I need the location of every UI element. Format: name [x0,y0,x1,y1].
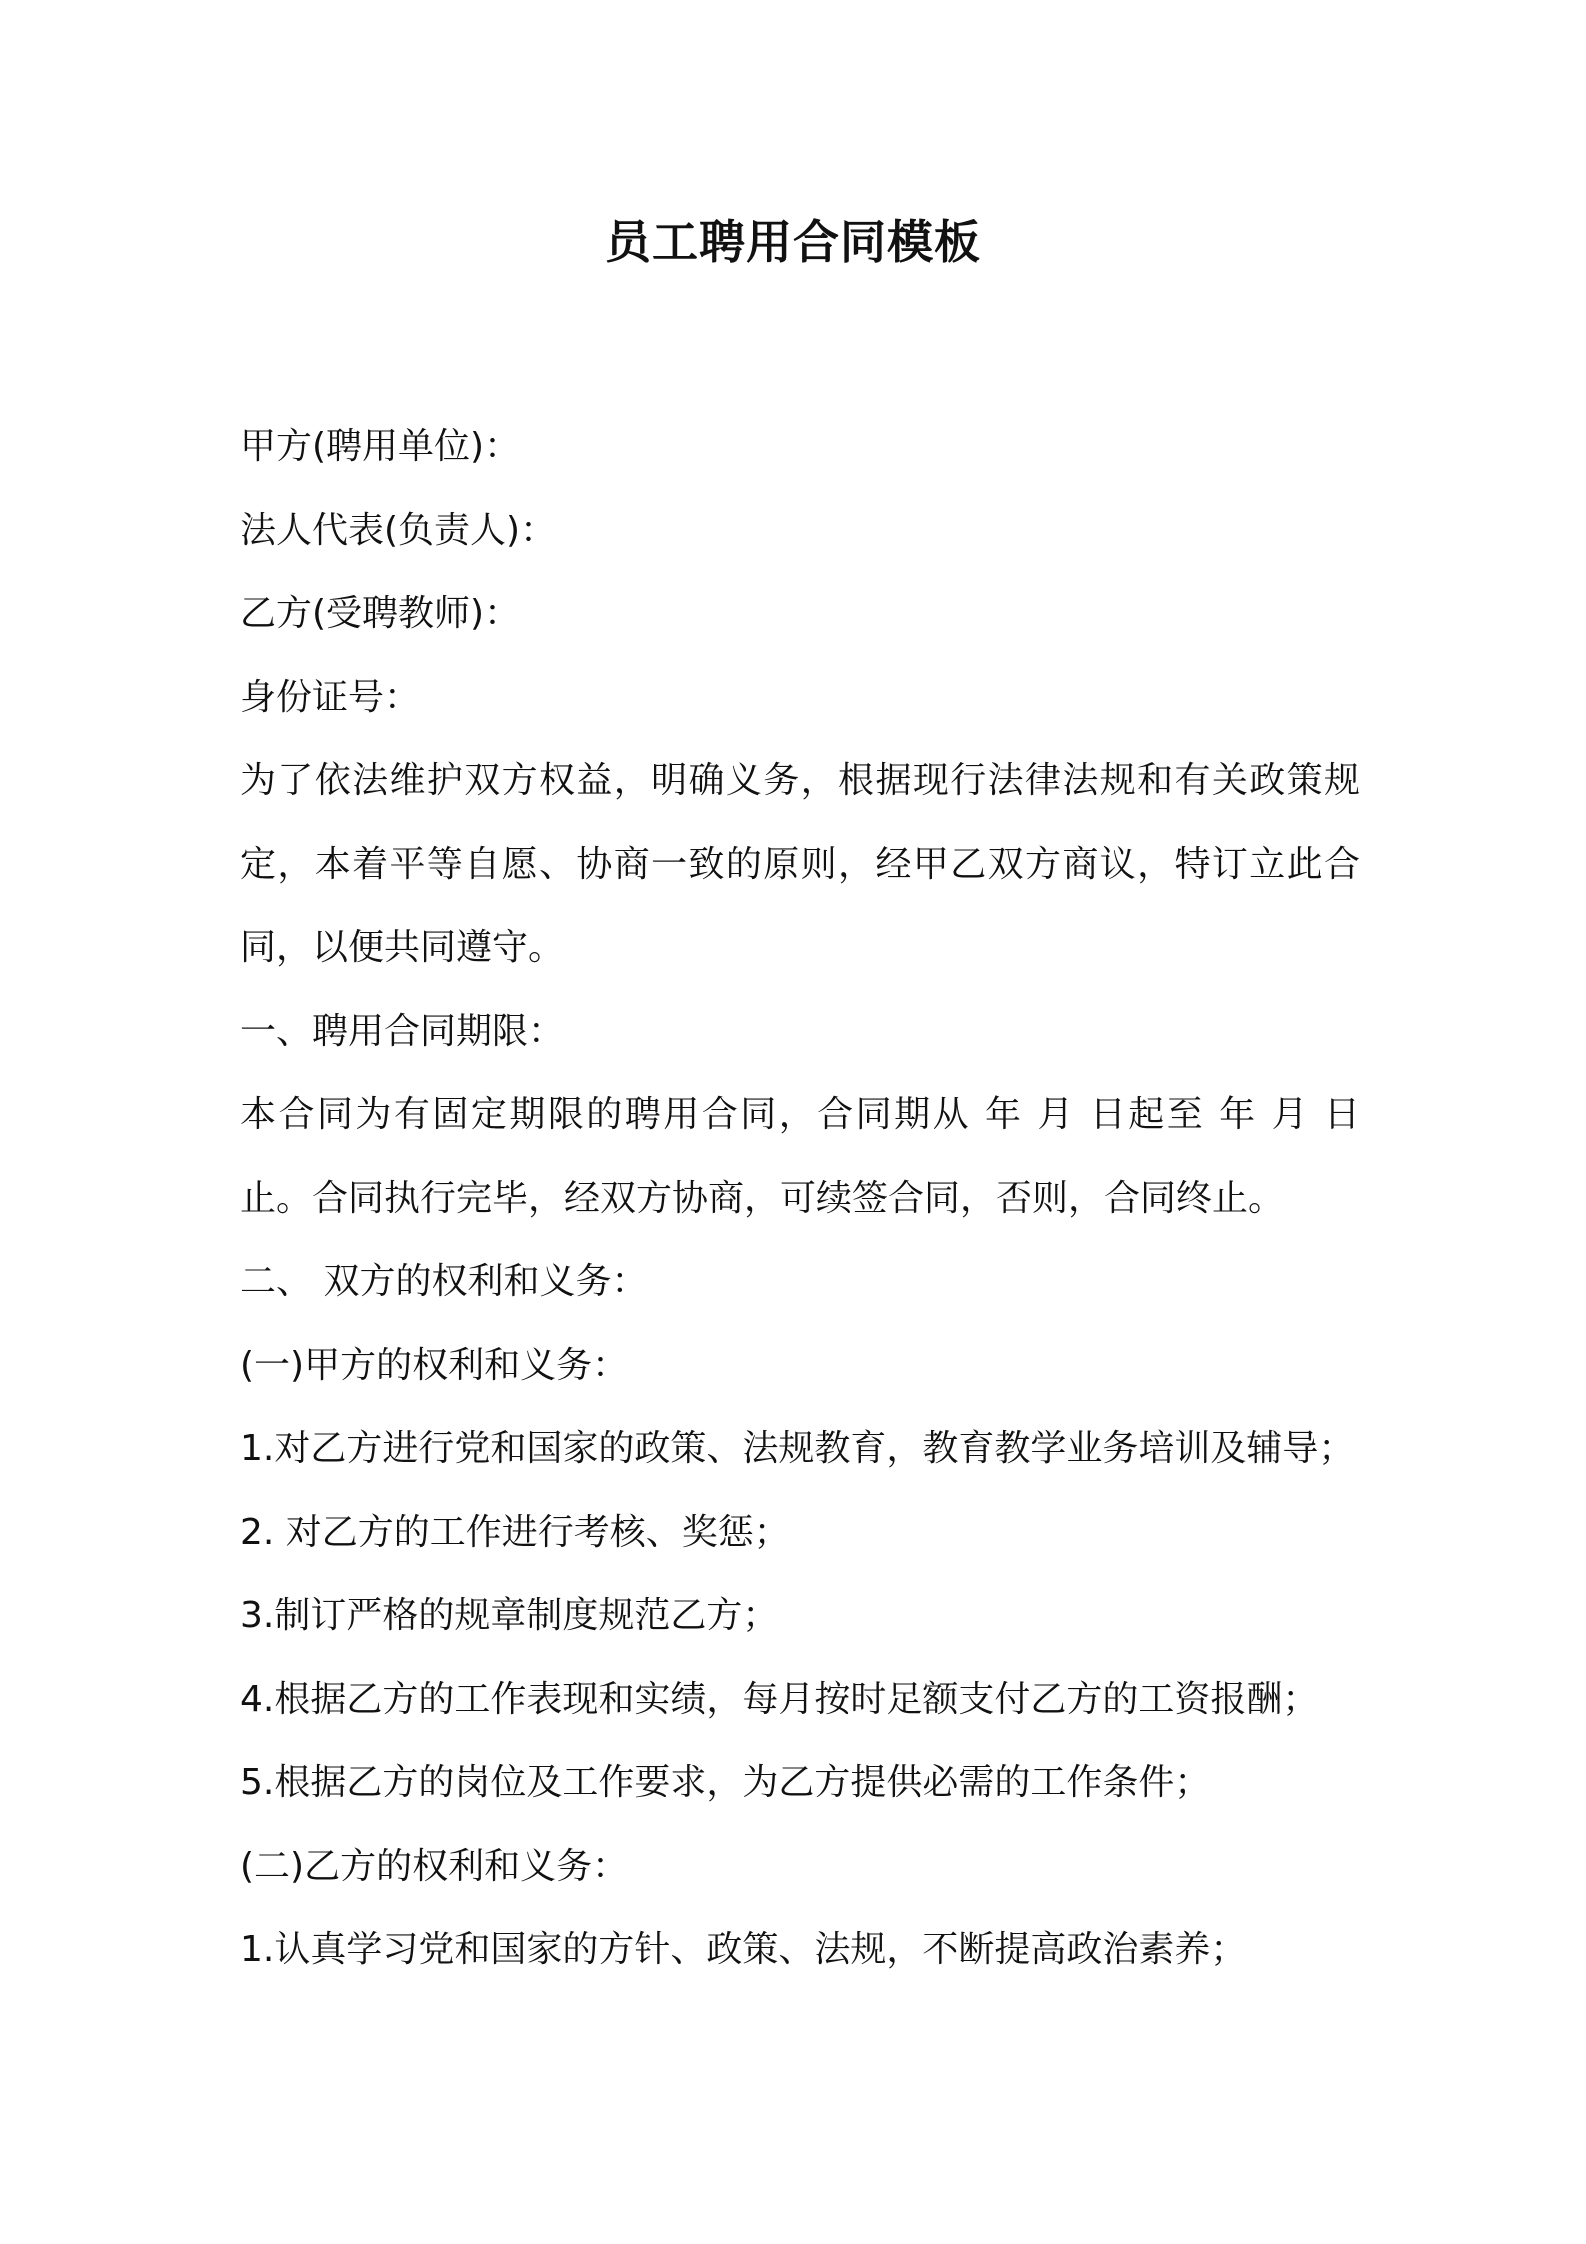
subsection-a-heading: (一)甲方的权利和义务： [240,1344,629,1386]
subsection-b-heading: (二)乙方的权利和义务： [240,1845,629,1887]
legal-representative-line: 法人代表(负责人)： [240,509,557,551]
party-a-line: 甲方(聘用单位)： [240,426,521,467]
clause-b-1: 1.认真学习党和国家的方针、政策、法规，不断提高政治素养； [240,1929,1247,1970]
preamble-line-1: 为了依法维护双方权益，明确义务，根据现行法律法规和有关政策规 [240,760,1360,801]
preamble-line-3: 同，以便共同遵守。 [240,927,565,968]
clause-a-3: 3.制订严格的规章制度规范乙方； [240,1595,779,1636]
section-1-text-line-2: 止。合同执行完毕，经双方协商，可续签合同，否则，合同终止。 [240,1177,1285,1219]
clause-a-1: 1.对乙方进行党和国家的政策、法规教育，教育教学业务培训及辅导； [240,1428,1355,1469]
preamble-line-2: 定，本着平等自愿、协商一致的原则，经甲乙双方商议，特订立此合 [240,843,1360,885]
section-1-heading: 一、聘用合同期限： [240,1010,565,1052]
id-number-line: 身份证号： [240,676,421,718]
section-1-text-line-1: 本合同为有固定期限的聘用合同，合同期从 年 月 日起至 年 月 日 [240,1094,1360,1135]
section-2-heading: 二、 双方的权利和义务： [240,1261,648,1302]
clause-a-5: 5.根据乙方的岗位及工作要求，为乙方提供必需的工作条件； [240,1762,1211,1803]
clause-a-4: 4.根据乙方的工作表现和实绩，每月按时足额支付乙方的工资报酬； [240,1678,1319,1720]
party-b-line: 乙方(受聘教师)： [240,593,521,634]
document-title: 员工聘用合同模板 [605,215,981,269]
document-body [240,405,1360,1992]
clause-a-2: 2. 对乙方的工作进行考核、奖惩； [240,1511,790,1553]
